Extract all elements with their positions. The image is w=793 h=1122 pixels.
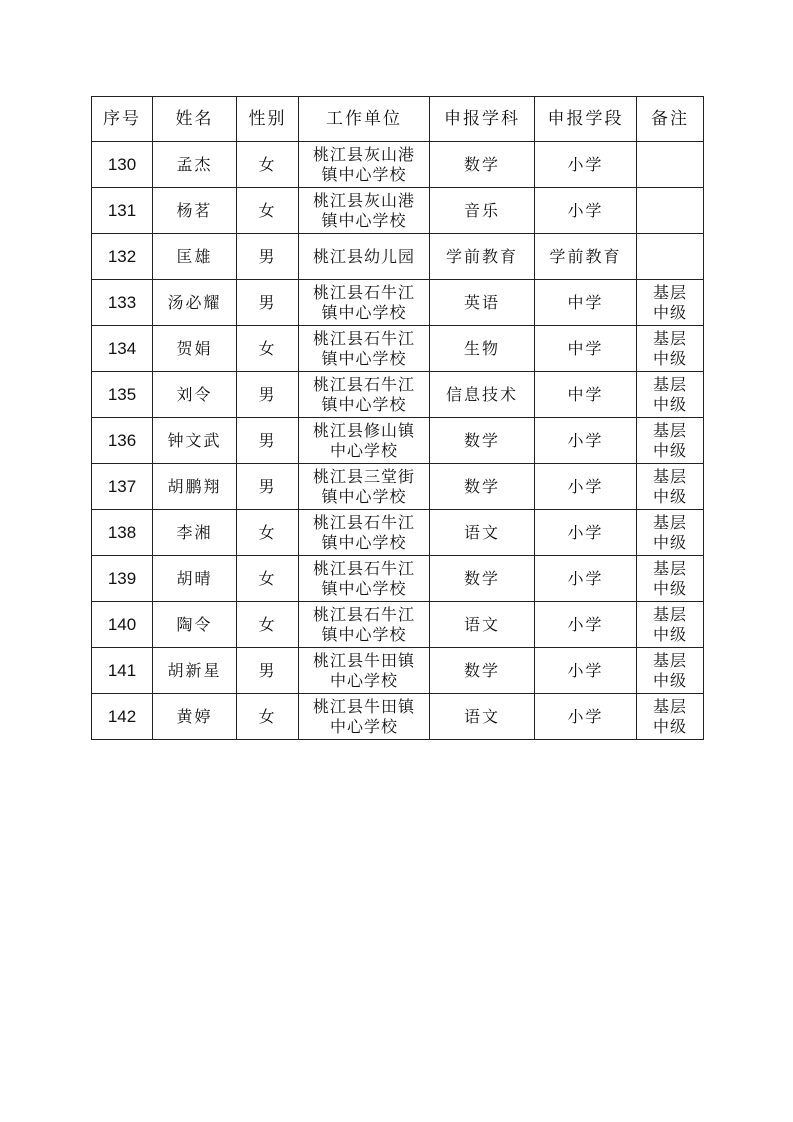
cell-serial-number: 131: [92, 188, 153, 234]
cell-work-unit: [299, 372, 430, 418]
cell-name: 胡新星: [153, 648, 237, 694]
remarks-line-2: 中级: [652, 578, 687, 598]
cell-school-stage: 小学: [535, 694, 637, 740]
header-remarks: 备注: [637, 97, 704, 142]
remarks-line-1: 基层: [652, 696, 687, 716]
cell-school-stage: 小学: [535, 556, 637, 602]
cell-school-stage: 中学: [535, 280, 637, 326]
cell-name: 钟文武: [153, 418, 237, 464]
cell-gender: 男: [237, 648, 299, 694]
table-header-row: [92, 97, 704, 142]
cell-subject: 信息技术: [430, 372, 535, 418]
cell-work-unit: [299, 648, 430, 694]
cell-gender: 女: [237, 142, 299, 188]
cell-remarks: [637, 694, 704, 740]
remarks-line-1: 基层: [652, 374, 687, 394]
cell-gender: 男: [237, 280, 299, 326]
cell-name: 李湘: [153, 510, 237, 556]
cell-subject: 语文: [430, 694, 535, 740]
header-work-unit: 工作单位: [299, 97, 430, 142]
cell-remarks: [637, 418, 704, 464]
cell-school-stage: 中学: [535, 372, 637, 418]
cell-work-unit: [299, 556, 430, 602]
table-row: [92, 418, 704, 464]
table-row: [92, 188, 704, 234]
work-unit-line-1: 桃江县石牛江: [312, 374, 415, 394]
cell-gender: 女: [237, 188, 299, 234]
cell-serial-number: 132: [92, 234, 153, 280]
remarks-line-1: 基层: [652, 420, 687, 440]
cell-school-stage: 小学: [535, 464, 637, 510]
cell-gender: 男: [237, 234, 299, 280]
cell-school-stage: 中学: [535, 326, 637, 372]
cell-school-stage: 小学: [535, 142, 637, 188]
remarks-line-1: 基层: [652, 328, 687, 348]
cell-name: 胡晴: [153, 556, 237, 602]
cell-remarks: [637, 142, 704, 188]
cell-school-stage: 小学: [535, 188, 637, 234]
cell-serial-number: 134: [92, 326, 153, 372]
cell-remarks: [637, 648, 704, 694]
work-unit-line-2: 中心学校: [329, 670, 398, 690]
work-unit-line-1: 桃江县修山镇: [312, 420, 415, 440]
cell-remarks: [637, 280, 704, 326]
work-unit-line-1: 桃江县幼儿园: [312, 246, 415, 266]
cell-serial-number: 141: [92, 648, 153, 694]
work-unit-line-2: 镇中心学校: [321, 578, 407, 598]
cell-gender: 女: [237, 510, 299, 556]
work-unit-line-1: 桃江县石牛江: [312, 558, 415, 578]
work-unit-line-2: 镇中心学校: [321, 532, 407, 552]
table-row: [92, 280, 704, 326]
cell-name: 胡鹏翔: [153, 464, 237, 510]
cell-serial-number: 140: [92, 602, 153, 648]
remarks-line-1: 基层: [652, 282, 687, 302]
work-unit-line-1: 桃江县石牛江: [312, 328, 415, 348]
teacher-roster-table: [91, 96, 704, 740]
cell-remarks: [637, 326, 704, 372]
cell-subject: 数学: [430, 142, 535, 188]
cell-school-stage: 小学: [535, 510, 637, 556]
remarks-line-2: 中级: [652, 348, 687, 368]
header-subject: 申报学科: [430, 97, 535, 142]
cell-remarks: [637, 510, 704, 556]
cell-subject: 英语: [430, 280, 535, 326]
work-unit-line-2: 中心学校: [329, 440, 398, 460]
table-row: [92, 694, 704, 740]
cell-serial-number: 133: [92, 280, 153, 326]
cell-gender: 女: [237, 556, 299, 602]
cell-work-unit: [299, 326, 430, 372]
work-unit-line-1: 桃江县石牛江: [312, 512, 415, 532]
cell-name: 汤必耀: [153, 280, 237, 326]
cell-gender: 男: [237, 372, 299, 418]
cell-work-unit: [299, 280, 430, 326]
remarks-line-2: 中级: [652, 716, 687, 736]
table-row: [92, 648, 704, 694]
remarks-line-1: 基层: [652, 650, 687, 670]
work-unit-line-1: 桃江县石牛江: [312, 282, 415, 302]
table-row: [92, 602, 704, 648]
cell-subject: 数学: [430, 648, 535, 694]
cell-name: 孟杰: [153, 142, 237, 188]
cell-subject: 语文: [430, 510, 535, 556]
cell-serial-number: 135: [92, 372, 153, 418]
work-unit-line-2: 镇中心学校: [321, 348, 407, 368]
cell-serial-number: 138: [92, 510, 153, 556]
remarks-line-2: 中级: [652, 486, 687, 506]
work-unit-line-2: 镇中心学校: [321, 394, 407, 414]
work-unit-line-2: 镇中心学校: [321, 486, 407, 506]
cell-school-stage: 学前教育: [535, 234, 637, 280]
cell-work-unit: [299, 510, 430, 556]
remarks-line-2: 中级: [652, 440, 687, 460]
cell-school-stage: 小学: [535, 602, 637, 648]
cell-work-unit: [299, 418, 430, 464]
work-unit-line-2: 镇中心学校: [321, 164, 407, 184]
cell-serial-number: 136: [92, 418, 153, 464]
cell-serial-number: 130: [92, 142, 153, 188]
table-row: [92, 510, 704, 556]
cell-name: 陶令: [153, 602, 237, 648]
cell-remarks: [637, 372, 704, 418]
cell-serial-number: 142: [92, 694, 153, 740]
table-row: [92, 556, 704, 602]
work-unit-line-1: 桃江县三堂街: [312, 466, 415, 486]
header-name: 姓名: [153, 97, 237, 142]
cell-gender: 女: [237, 326, 299, 372]
work-unit-line-1: 桃江县灰山港: [312, 190, 415, 210]
cell-gender: 女: [237, 602, 299, 648]
cell-subject: 音乐: [430, 188, 535, 234]
header-gender: 性别: [237, 97, 299, 142]
cell-gender: 男: [237, 418, 299, 464]
work-unit-line-2: 镇中心学校: [321, 210, 407, 230]
cell-subject: 数学: [430, 556, 535, 602]
remarks-line-2: 中级: [652, 302, 687, 322]
cell-work-unit: [299, 188, 430, 234]
table-row: [92, 234, 704, 280]
work-unit-line-1: 桃江县石牛江: [312, 604, 415, 624]
header-school-stage: 申报学段: [535, 97, 637, 142]
work-unit-line-2: 镇中心学校: [321, 302, 407, 322]
cell-name: 杨茗: [153, 188, 237, 234]
cell-remarks: [637, 556, 704, 602]
cell-remarks: [637, 602, 704, 648]
cell-gender: 男: [237, 464, 299, 510]
table-row: [92, 372, 704, 418]
cell-remarks: [637, 464, 704, 510]
work-unit-line-2: 镇中心学校: [321, 624, 407, 644]
remarks-line-1: 基层: [652, 466, 687, 486]
work-unit-line-1: 桃江县灰山港: [312, 144, 415, 164]
header-serial-number: 序号: [92, 97, 153, 142]
cell-serial-number: 137: [92, 464, 153, 510]
cell-remarks: [637, 188, 704, 234]
cell-work-unit: [299, 142, 430, 188]
remarks-line-1: 基层: [652, 604, 687, 624]
cell-school-stage: 小学: [535, 648, 637, 694]
table-row: [92, 464, 704, 510]
remarks-line-1: 基层: [652, 512, 687, 532]
cell-subject: 语文: [430, 602, 535, 648]
cell-name: 黄婷: [153, 694, 237, 740]
table-row: [92, 142, 704, 188]
cell-name: 匡雄: [153, 234, 237, 280]
remarks-line-2: 中级: [652, 394, 687, 414]
work-unit-line-1: 桃江县牛田镇: [312, 650, 415, 670]
work-unit-line-1: 桃江县牛田镇: [312, 696, 415, 716]
cell-subject: 数学: [430, 418, 535, 464]
cell-subject: 生物: [430, 326, 535, 372]
cell-subject: 学前教育: [430, 234, 535, 280]
remarks-line-2: 中级: [652, 532, 687, 552]
cell-work-unit: [299, 464, 430, 510]
remarks-line-1: 基层: [652, 558, 687, 578]
cell-remarks: [637, 234, 704, 280]
work-unit-line-2: 中心学校: [329, 716, 398, 736]
cell-subject: 数学: [430, 464, 535, 510]
cell-serial-number: 139: [92, 556, 153, 602]
remarks-line-2: 中级: [652, 670, 687, 690]
table-row: [92, 326, 704, 372]
cell-school-stage: 小学: [535, 418, 637, 464]
remarks-line-2: 中级: [652, 624, 687, 644]
cell-work-unit: [299, 234, 430, 280]
cell-name: 刘令: [153, 372, 237, 418]
cell-work-unit: [299, 694, 430, 740]
cell-name: 贺娟: [153, 326, 237, 372]
cell-gender: 女: [237, 694, 299, 740]
cell-work-unit: [299, 602, 430, 648]
